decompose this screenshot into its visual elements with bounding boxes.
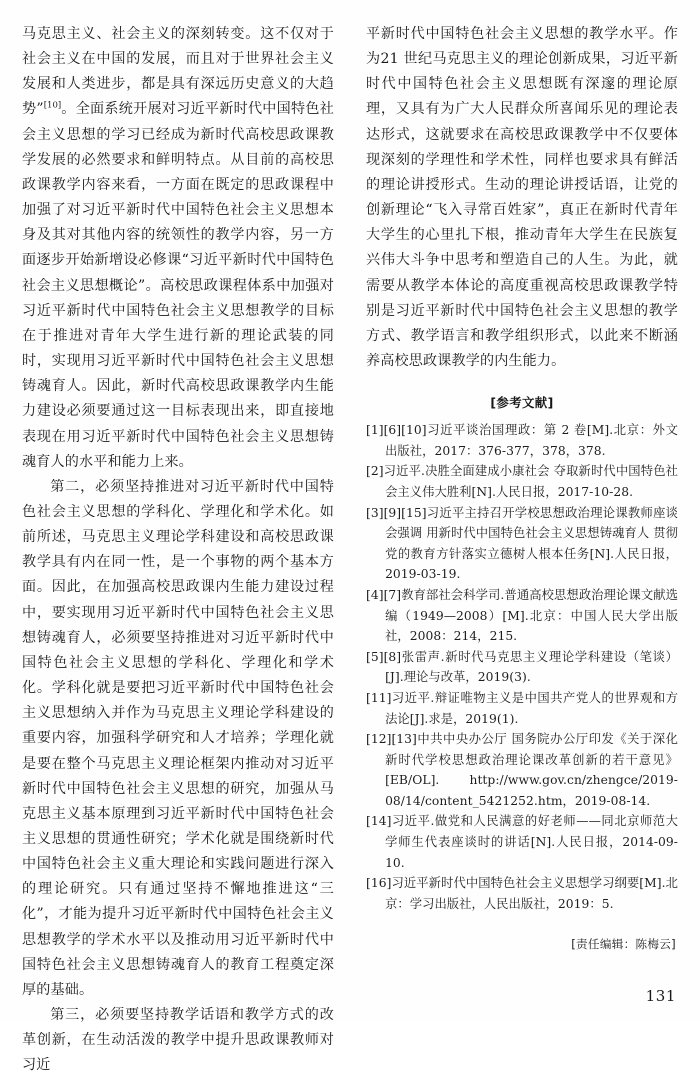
reference-item: [16]习近平新时代中国特色社会主义思想学习纲要[M].北京：学习出版社，人民出版社，2019：5. (366, 876, 678, 911)
paragraph-text-before-citation: 马克思主义、社会主义的深刻转变。这不仅对于社会主义在中国的发展，而且对于世界社会主义发展和人类进步，都是具有深远历史意义的大趋势” (22, 26, 334, 118)
right-column-body (366, 22, 678, 374)
responsible-editor-note: [责任编辑：陈梅云] (571, 937, 676, 952)
paragraph-text-after-citation: 。全面系统开展对习近平新时代中国特色社会主义思想的学习已经成为新时代高校思政课教学发展的必然要求和鲜明特点。从目前的高校思政课教学内容来看，一方面在既定的思政课程中加强了对习近平新时代中国特色社会主义思想本身及其对其他内容的统领性的教学内容，另一方面逐步开始新增设必修课“习近平新时代中国特色社会主义思想概论”。高校思政课程体系中加强对习近平新时代中国特色社会主义思想教学的目标在于推进对青年大学生进行新的理论武装的同时，实现用习近平新时代中国特色社会主义思想铸魂育人。因此，新时代高校思政课教学内生能力建设必须要通过这一目标表现出来，即直接地表现在用习近平新时代中国特色社会主义思想铸魂育人的水平和能力上来。 (22, 101, 334, 470)
citation-marker: [10] (43, 100, 62, 111)
left-column-body (22, 22, 334, 1079)
paragraph-point-two: 第二，必须坚持推进对习近平新时代中国特色社会主义思想的学科化、学理化和学术化。如前所述，马克思主义理论学科建设和高校思政课教学具有内在同一性，是一个事物的两个基本方面。因此，在加强高校思政课内生能力建设过程中，要实现用习近平新时代中国特色社会主义思想铸魂育人，必须要坚持推进对习近平新时代中国特色社会主义思想的学科化、学理化和学术化。学科化就是要把习近平新时代中国特色社会主义思想纳入并作为马克思主义理论学科建设的重要内容，加强科学研究和人才培养；学理化就是要在整个马克思主义理论框架内推动对习近平新时代中国特色社会主义思想的研究，加强从马克思主义基本原理到习近平新时代中国特色社会主义思想的贯通性研究；学术化就是围绕新时代中国特色社会主义重大理论和实践问题进行深入的理论研究。只有通过坚持不懈地推进这“三化”，才能为提升习近平新时代中国特色社会主义思想教学的学术水平以及推动用习近平新时代中国特色社会主义思想铸魂育人的教育工程奠定深厚的基础。 (22, 478, 334, 998)
reference-item: [3][9][15]习近平主持召开学校思想政治理论课教师座谈会强调 用新时代中国特色社会主义思想铸魂育人 贯彻党的教育方针落实立德树人根本任务[N].人民日报，2019-03-19. (366, 505, 678, 582)
paragraph-continued (22, 22, 334, 475)
page-number: 131 (645, 987, 676, 1005)
paragraph-point-three: 第三，必须要坚持教学话语和教学方式的改革创新，在生动活泼的教学中提升思政课教师对习近 (22, 1007, 334, 1074)
reference-item: [14]习近平.做党和人民满意的好老师——同北京师范大学师生代表座谈时的讲话[N].人民日报，2014-09-10. (366, 814, 678, 870)
left-column (22, 22, 334, 1074)
reference-item: [5][8]张雷声.新时代马克思主义理论学科建设（笔谈）[J].理论与改革，2019(3). (366, 649, 678, 685)
paragraph-point-three-continued: 平新时代中国特色社会主义思想的教学水平。作为21 世纪马克思主义的理论创新成果，习近平新时代中国特色社会主义思想既有深邃的理论原理，又具有为广大人民群众所喜闻乐见的理论表达形式，这就要求在高校思政课教学中不仅要体现深刻的学理性和学术性，同样也要求具有鲜活的理论讲授形式。生动的理论讲授话语，让党的创新理论“飞入寻常百姓家”，真正在新时代青年大学生的心里扎下根，推动青年大学生在民族复兴伟大斗争中思考和塑造自己的人生。为此，就需要从教学本体论的高度重视高校思政课教学特别是习近平新时代中国特色社会主义思想的教学方式、教学语言和教学组织形式，以此来不断涵养高校思政课教学的内生能力。 (366, 26, 678, 370)
references-list (366, 420, 678, 914)
reference-item: [12][13]中共中央办公厅 国务院办公厅印发《关于深化新时代学校思想政治理论课改革创新的若干意见》[EB/OL]. http://www.gov.cn/zhengce/2019-08/14/content_5421252.htm，2019-08-14. (366, 732, 678, 808)
reference-item: [1][6][10]习近平谈治国理政：第 2 卷[M].北京：外文出版社，2017：376-377，378，378. (366, 423, 678, 458)
reference-item: [11]习近平.辩证唯物主义是中国共产党人的世界观和方法论[J].求是，2019(1). (366, 690, 678, 726)
reference-item: [4][7]教育部社会科学司.普通高校思想政治理论课文献选编（1949—2008）[M].北京：中国人民大学出版社，2008：214，215. (366, 587, 678, 644)
references-section (366, 393, 678, 914)
right-column (366, 22, 678, 952)
references-heading: [参考文献] (490, 395, 554, 411)
reference-item: [2]习近平.决胜全面建成小康社会 夺取新时代中国特色社会主义伟大胜利[N].人民日报，2017-10-28. (366, 464, 678, 499)
